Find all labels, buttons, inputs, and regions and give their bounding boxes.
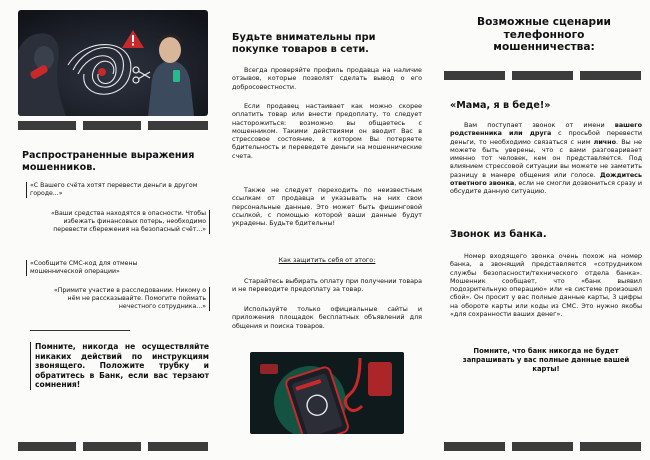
smartphone-hook-illustration [250, 352, 404, 434]
column-left [0, 0, 218, 460]
decor-bars-left [18, 121, 208, 130]
quote-4: «Примите участие в расследовании. Никому о нём не рассказывайте. Помогите поймать нечестного сотрудника...» [46, 287, 210, 311]
paragraph-check-profile: Всегда проверяйте профиль продавца на наличие отзывов, которые позволят сделать вывод о его добросовестности. [232, 66, 422, 91]
s1-text-e: . Вы не можете быть уверены, что с вами разговаривает именно тот человек, кем он представляется. Под влиянием стрессовой ситуации вы можете не заметить разницу в манере общения или голосе. [450, 137, 642, 179]
fraudster-phone-illustration [18, 10, 208, 116]
heading-online-shopping: Будьте внимательны при покупке товаров в сети. [232, 32, 376, 55]
divider-line [30, 330, 130, 331]
quote-2: «Ваши средства находятся в опасности. Чтобы избежать финансовых потерь, необходимо перевести сбережения на безопасный счёт...» [46, 210, 210, 234]
heading-scenarios: Возможные сценарии телефонного мошенничества: [477, 16, 611, 54]
s1-text-bold-callback: Дождитесь ответного звонка [450, 170, 642, 188]
heading-phrases: Распространенные выражения мошенников. [22, 150, 195, 173]
subheading-protect: Как защитить себя от этого: [278, 256, 376, 264]
s1-text-bold-personally: лично [593, 137, 616, 146]
s1-text-a: Вам поступает звонок от имени [464, 121, 615, 129]
column-right [434, 0, 650, 460]
decor-bars-left-bottom [18, 442, 208, 451]
s1-text-c: с просьбой перевести деньги, то необходимо связаться с ним [450, 129, 642, 146]
heading-bank-call: Звонок из банка. [450, 229, 547, 240]
warning-text: Помните, никогда не осуществляйте никаких действий по инструкциям звонящего. Положите трубку и обратитесь в Банк, если вас терзают сомнения! [30, 342, 209, 390]
decor-bars-right [444, 71, 641, 80]
heading-mama-scenario: «Мама, я в беде!» [450, 100, 551, 111]
paragraph-prepayment: Если продавец настаивает как можно скорее оплатить товар или внести предоплату, то следует насторожиться: возможно вы общаетесь с мошенником. Такими действиями он вводит Вас в стрессовое состояние, в котором Вы потеряете бдительность и переведете деньги на мошеннические счета. [232, 102, 422, 160]
bank-warning-text: Помните, что банк никогда не будет запрашивать у вас полные данные вашей карты! [462, 347, 630, 373]
paragraph-links: Также не следует переходить по неизвестным ссылкам от продавца и указывать на них свои персональные данные. Это может быть фишинговой ссылкой, с помощью которой ваши данные будут украдены. Будьте бдительны! [232, 186, 422, 228]
paragraph-bank-call: Номер входящего звонка очень похож на номер банка, а звонящий представляется «сотрудником службы безопасности/технического отдела банка». Мошенник сообщает, что «банк выявил подозрительную операцию» или «в системе произошел сбой». Он просит у вас полные данные карты, 3 цифры на обороте карты или коды из СМС. Это нужно якобы «для сохранности ваших денег». [450, 252, 642, 319]
decor-bars-right-bottom [444, 442, 641, 451]
s1-text-bold-relative: вашего родственника или друга [450, 121, 642, 138]
quote-1: «С Вашего счёта хотят перевести деньги в другом городе...» [26, 182, 208, 198]
s1-text-g: , если не смогли дозвониться сразу и обсудите данную ситуацию. [450, 179, 642, 196]
paragraph-official-sites: Используйте только официальные сайты и приложения площадок бесплатных объявлений для общения и поиска товаров. [232, 305, 422, 330]
paragraph-mama-scenario [450, 121, 642, 196]
paragraph-pay-on-receipt: Старайтесь выбирать оплату при получении товара и не переводите предоплату за товар. [232, 277, 422, 294]
quote-3: «Сообщите СМС-код для отмены мошеннической операции» [26, 260, 180, 276]
